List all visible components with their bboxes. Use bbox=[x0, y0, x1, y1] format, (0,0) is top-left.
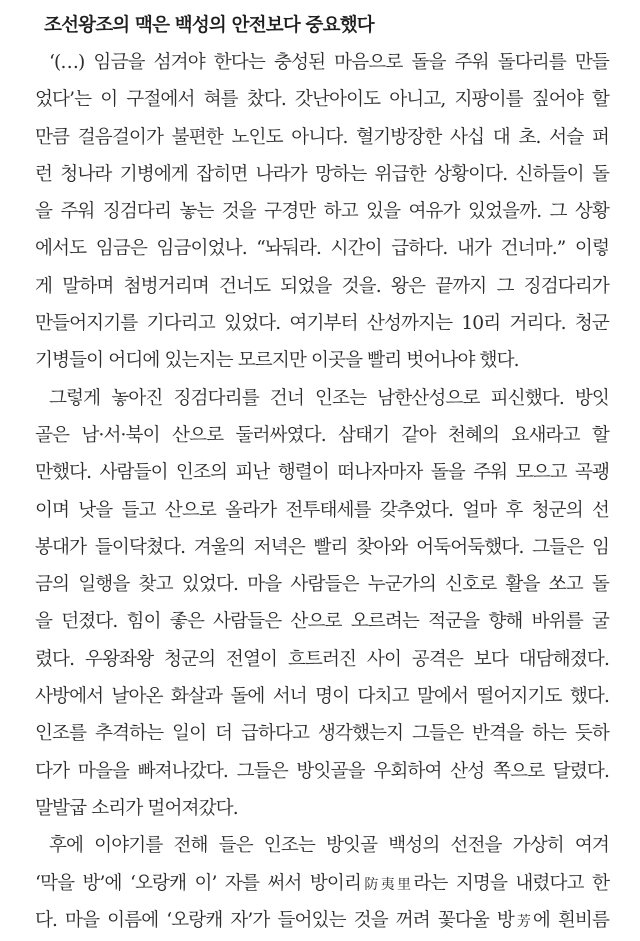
text-line: 만했다. 사람들이 인조의 피난 행렬이 떠나자마자 돌을 주워 모으고 곡괭 bbox=[35, 462, 609, 484]
text-line: 그렇게 놓아진 징검다리를 건너 인조는 남한산성으로 피신했다. 방잇 bbox=[49, 387, 609, 409]
text-line bbox=[35, 865, 609, 902]
text-segment: 에 흰비름 bbox=[532, 909, 610, 931]
text-segment: 다. 마을 이름에 ‘오랑캐 자’가 들어있는 것을 꺼려 꽃다울 방 bbox=[35, 909, 514, 931]
text-line: 을 던졌다. 힘이 좋은 사람들은 산으로 오르려는 적군을 향해 바위를 굴 bbox=[35, 611, 609, 633]
hanja-annotation: 芳 bbox=[513, 913, 533, 930]
text-line: 봉대가 들이닥쳤다. 겨울의 저녁은 빨리 찾아와 어둑어둑했다. 그들은 임 bbox=[35, 536, 609, 558]
text-line: 사방에서 날아온 화살과 돌에 서너 명이 다치고 말에서 떨어지기도 했다. bbox=[35, 686, 609, 708]
text-segment: 라는 지명을 내렸다고 한 bbox=[413, 872, 610, 894]
text-line: 기병들이 어디에 있는지는 모르지만 이곳을 빨리 벗어나야 했다. bbox=[35, 350, 519, 372]
text-line: 골은 남·서·북이 산으로 둘러싸였다. 삼태기 같아 천혜의 요새라고 할 bbox=[35, 424, 609, 446]
text-line: 다가 마을을 빠져나갔다. 그들은 방잇골을 우회하여 산성 쪽으로 달렸다. bbox=[35, 760, 609, 782]
text-line: 렸다. 우왕좌왕 청군의 전열이 흐트러진 사이 공격은 보다 대담해졌다. bbox=[35, 648, 609, 670]
text-line: 게 말하며 첨벙거리며 건너도 되었을 것을. 왕은 끝까지 그 징검다리가 bbox=[35, 275, 609, 297]
hanja-annotation: 防夷里 bbox=[361, 876, 414, 893]
article-title: 조선왕조의 맥은 백성의 안전보다 중요했다 bbox=[44, 15, 374, 36]
paragraph-2 bbox=[35, 380, 609, 828]
paragraph-1 bbox=[35, 44, 609, 380]
text-line: 인조를 추격하는 일이 더 급하다고 생각했는지 그들은 반격을 하는 듯하 bbox=[35, 723, 609, 745]
text-line: 었다’는 이 구절에서 혀를 찼다. 갓난아이도 아니고, 지팡이를 짚어야 할 bbox=[35, 89, 609, 111]
text-line: 만큼 걸음걸이가 불편한 노인도 아니다. 혈기방장한 사십 대 초. 서슬 퍼 bbox=[35, 126, 609, 148]
text-line: 말발굽 소리가 멀어져갔다. bbox=[35, 797, 238, 819]
text-line bbox=[35, 902, 609, 939]
text-line: 이며 낫을 들고 산으로 올라가 전투태세를 갖추었다. 얼마 후 청군의 선 bbox=[35, 499, 609, 521]
text-line: 에서도 임금은 임금이었나. “놔둬라. 시간이 급하다. 내가 건너마.” 이렇 bbox=[35, 238, 609, 260]
text-line: 금의 일행을 찾고 있었다. 마을 사람들은 누군가의 신호로 활을 쏘고 돌 bbox=[35, 574, 609, 596]
text-line: 을 주워 징검다리 놓는 것을 구경만 하고 있을 여유가 있었을까. 그 상황 bbox=[35, 201, 609, 223]
text-segment: ‘막을 방’에 ‘오랑캐 이’ 자를 써서 방이리 bbox=[35, 872, 362, 894]
text-line: 런 청나라 기병에게 잡히면 나라가 망하는 위급한 상황이다. 신하들이 돌 bbox=[35, 163, 609, 185]
text-line: 후에 이야기를 전해 들은 인조는 방잇골 백성의 선전을 가상히 여겨 bbox=[49, 835, 609, 857]
text-line: ‘(…) 임금을 섬겨야 한다는 충성된 마음으로 돌을 주워 돌다리를 만들 bbox=[49, 52, 609, 73]
paragraph-3 bbox=[35, 827, 609, 939]
document-page bbox=[35, 8, 609, 939]
text-line: 만들어지기를 기다리고 있었다. 여기부터 산성까지는 10리 거리다. 청군 bbox=[35, 313, 609, 335]
